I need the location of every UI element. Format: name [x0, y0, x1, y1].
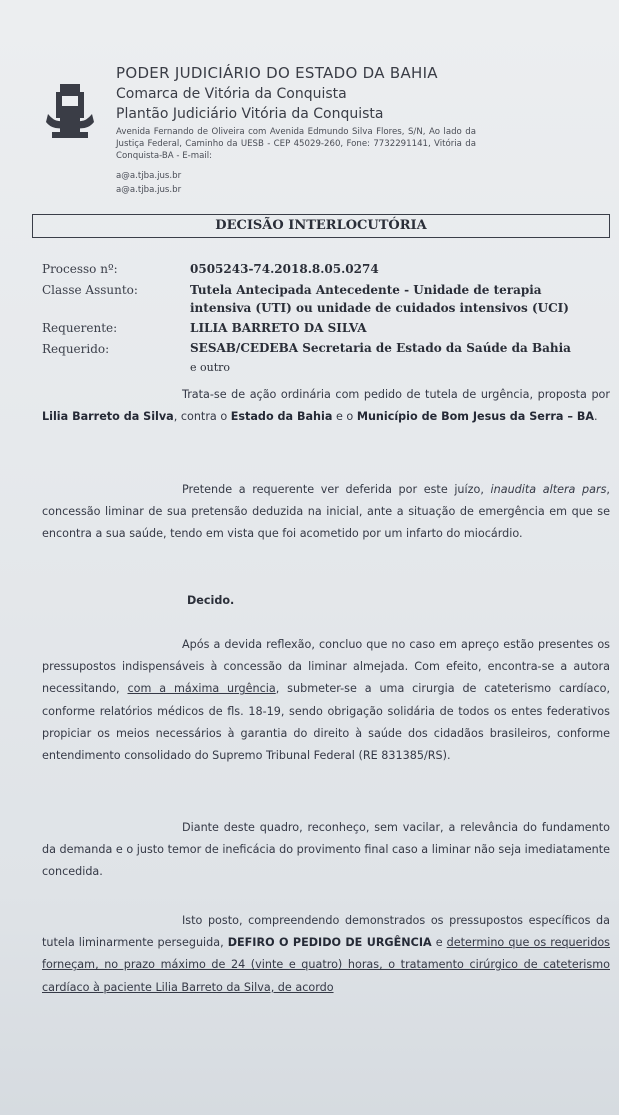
requerente-value: LILIA BARRETO DA SILVA [190, 321, 367, 335]
classe-value-1: Tutela Antecipada Antecedente - Unidade de terapia [190, 283, 542, 297]
decido-heading: Decido. [187, 594, 235, 607]
requerido-value-2: e outro [190, 361, 231, 374]
paragraph-request: Pretende a requerente ver deferida por este juízo, inaudita altera pars, concessão liminar de sua pretensão deduzida na inicial, ante a situação de emergência em que se encontra a sua saúde, tendo em vista que foi acometido por um infarto do miocárdio. [42, 483, 610, 541]
court-address: Avenida Fernando de Oliveira com Avenida Edmundo Silva Flores, S/N, Ao lado da Justiça Federal, Caminho da UESB - CEP 45029-260, Fone: 7732291141, Vitória da Conquista-BA - E-mail: [116, 127, 476, 161]
requerente-label: Requerente: [42, 321, 118, 335]
paragraph-decision: Isto posto, compreendendo demonstrados os pressupostos específicos da tutela liminarmente perseguida, DEFIRO O PEDIDO DE URGÊNCIA e determino que os requeridos forneçam, no prazo máximo de 24 (vinte e quatro) horas, o tratamento cirúrgico de cateterismo cardíaco à paciente Lilia Barreto da Silva, de acordo [42, 914, 611, 994]
court-email-2: a@a.tjba.jus.br [116, 185, 182, 195]
defendant-state: Estado da Bahia [230, 410, 333, 424]
decision-deferred: DEFIRO O PEDIDO DE URGÊNCIA [227, 936, 432, 950]
defendant-municipality: Município de Bom Jesus da Serra – BA [356, 410, 595, 424]
plaintiff-name: Lilia Barreto da Silva [42, 410, 174, 424]
court-email-1: a@a.tjba.jus.br [116, 171, 182, 181]
requerido-label: Requerido: [42, 342, 110, 356]
comarca-name: Comarca de Vitória da Conquista [116, 86, 347, 102]
court-name: PODER JUDICIÁRIO DO ESTADO DA BAHIA [116, 64, 438, 82]
requerido-value-1: SESAB/CEDEBA Secretaria de Estado da Saúde da Bahia [190, 341, 571, 355]
processo-label: Processo nº: [42, 262, 118, 276]
bahia-coat-of-arms-logo [42, 80, 98, 144]
paragraph-reasoning: Após a devida reflexão, concluo que no caso em apreço estão presentes os pressupostos indispensáveis à concessão da liminar almejada. Com efeito, encontra-se a autora necessitando, com a máxima urgência, submeter-se a uma cirurgia de cateterismo cardíaco, conforme relatórios médicos de fls. 18-19, sendo obrigação solidária de todos os entes federativos propiciar os meios necessários à garantia do direito à saúde dos cidadãos brasileiros, conforme entendimento consolidado do Supremo Tribunal Federal (RE 831385/RS). [42, 638, 611, 763]
classe-label: Classe Assunto: [42, 283, 138, 297]
paragraph-intro: Trata-se de ação ordinária com pedido de tutela de urgência, proposta por Lilia Barreto da Silva, contra o Estado da Bahia e o Município de Bom Jesus da Serra – BA. [42, 388, 610, 424]
processo-value: 0505243-74.2018.8.05.0274 [190, 262, 379, 276]
paragraph-relevance: Diante deste quadro, reconheço, sem vacilar, a relevância do fundamento da demanda e o justo temor de ineficácia do provimento final caso a liminar não seja imediatamente concedida. [42, 821, 610, 879]
classe-value-2: intensiva (UTI) ou unidade de cuidados intensivos (UCI) [190, 301, 569, 315]
plantao-name: Plantão Judiciário Vitória da Conquista [116, 106, 384, 122]
document-title: DECISÃO INTERLOCUTÓRIA [32, 214, 610, 238]
